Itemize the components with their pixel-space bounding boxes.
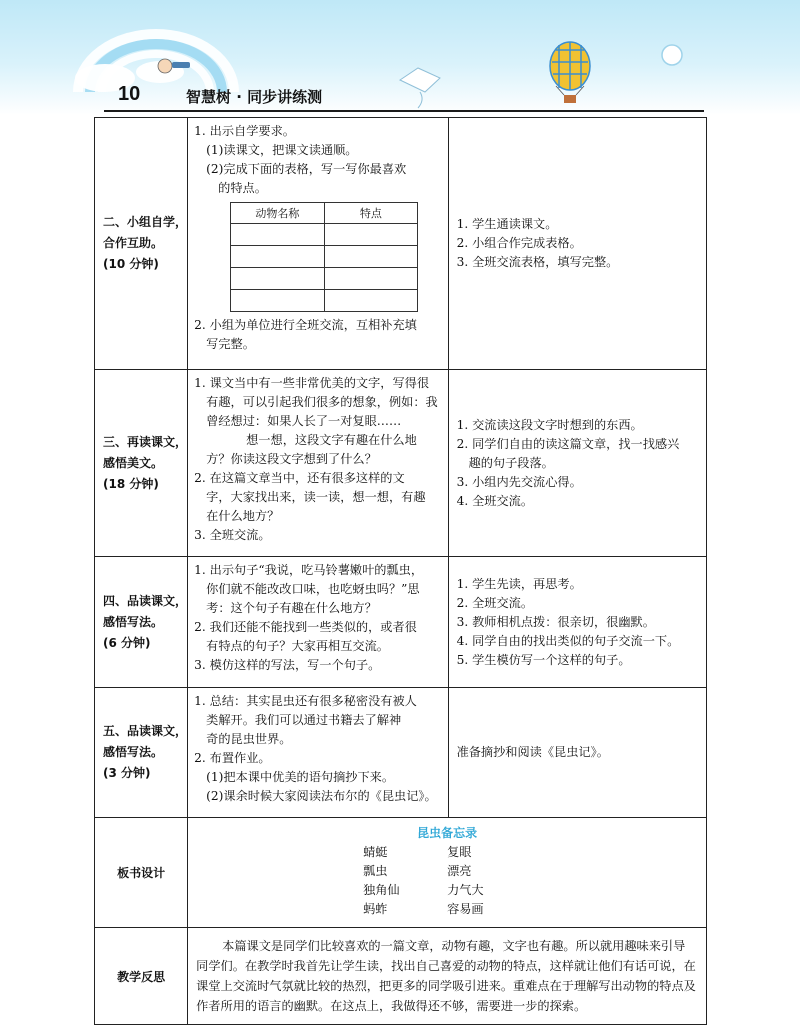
stage-title: 二、小组自学， <box>103 215 188 229</box>
stage-subtitle: 感悟美文。 <box>103 455 164 470</box>
activity-line: 准备摘抄和阅读《昆虫记》。 <box>456 745 609 759</box>
board-feature: 力气大 <box>447 883 484 897</box>
stage-subtitle: 感悟写法。 <box>103 745 164 759</box>
kite-icon <box>400 68 440 108</box>
activity-line: 5. 学生模仿写一个这样的句子。 <box>456 652 631 667</box>
process-line: 3. 模仿这样的写法，写一个句子。 <box>194 658 381 672</box>
process-line: 奇的昆虫世界。 <box>206 732 292 746</box>
activity-line: 1. 学生先读，再思考。 <box>456 576 582 591</box>
board-title: 昆虫备忘录 <box>417 826 478 840</box>
section-row <box>95 118 707 370</box>
process-line: 2. 我们还能不能找到一些类似的，或者很 <box>194 620 417 634</box>
board-feature: 漂亮 <box>447 864 472 878</box>
teaching-process-cell <box>188 370 448 557</box>
animal-feature-table <box>230 202 418 312</box>
activity-line: 3. 全班交流表格，填写完整。 <box>456 255 619 269</box>
process-line: 3. 全班交流。 <box>194 528 271 542</box>
board-grid <box>363 843 531 919</box>
stage-cell <box>95 557 188 688</box>
student-activity-cell <box>448 688 706 818</box>
board-feature: 容易画 <box>447 902 484 916</box>
table-header-animal-name: 动物名称 <box>231 203 325 224</box>
board-insect: 独角仙 <box>363 883 400 897</box>
process-line: 1. 出示自学要求。 <box>194 124 295 138</box>
activity-line: 1. 学生通读课文。 <box>456 217 558 231</box>
stage-duration: (18 分钟) <box>103 476 159 491</box>
activity-line: 趣的句子段落。 <box>468 455 554 470</box>
process-line: 类解开。我们可以通过书籍去了解神 <box>206 713 402 727</box>
process-line: 2. 在这篇文章当中，还有很多这样的文 <box>194 471 405 485</box>
process-line: 有趣，可以引起我们很多的想象，例如：我 <box>206 395 438 409</box>
activity-line: 2. 全班交流。 <box>456 595 534 610</box>
process-line: 1. 课文当中有一些非常优美的文字，写得很 <box>194 376 430 390</box>
book-title: 智慧树 · 同步讲练测 <box>186 88 323 106</box>
reflection-text: 本篇课文是同学们比较喜欢的一篇文章，动物有趣，文字也有趣。所以就用趣味来引导同学们。在教学时我首先让学生读，找出自己喜爱的动物的特点，这样就让他们有话可说，在课堂上交流时气氛就比较的热烈，把更多的同学吸引进来。重难点在于理解写出动物的特点及作者所用的语言的幽默。在这点上，我做得还不够，需要进一步的探索。 <box>188 928 707 1025</box>
board-feature: 复眼 <box>447 845 472 859</box>
activity-line: 2. 同学们自由的读这篇文章，找一找感兴 <box>456 436 680 451</box>
student-activity-cell <box>448 557 706 688</box>
process-line: 考：这个句子有趣在什么地方？ <box>206 601 377 615</box>
teaching-process-cell <box>188 688 448 818</box>
activity-line: 3. 教师相机点拨：很亲切，很幽默。 <box>456 614 655 629</box>
activity-line: 1. 交流读这段文字时想到的东西。 <box>456 417 643 432</box>
lesson-plan-table <box>94 117 707 1025</box>
section-row <box>95 557 707 688</box>
stage-duration: (6 分钟) <box>103 635 151 650</box>
process-line: 2. 小组为单位进行全班交流，互相补充填 <box>194 318 417 332</box>
board-insect: 瓢虫 <box>363 864 388 878</box>
stage-subtitle: 感悟写法。 <box>103 614 164 629</box>
reflection-label: 教学反思 <box>95 928 188 1025</box>
hot-air-balloon-icon <box>550 42 590 103</box>
process-line: 有特点的句子？大家再相互交流。 <box>206 639 389 653</box>
activity-line: 4. 全班交流。 <box>456 493 534 508</box>
stage-title: 三、再读课文， <box>103 434 188 449</box>
stage-duration: (3 分钟) <box>103 766 151 780</box>
board-design-row <box>95 818 707 928</box>
stage-duration: (10 分钟) <box>103 257 159 271</box>
stage-cell <box>95 370 188 557</box>
process-line: (1)读课文，把课文读通顺。 <box>206 143 358 157</box>
process-line: (2)课余时候大家阅读法布尔的《昆虫记》。 <box>206 789 437 803</box>
stage-cell <box>95 118 188 370</box>
process-line: 在什么地方？ <box>206 509 280 523</box>
table-cell-empty[interactable] <box>231 290 325 312</box>
stage-title: 五、品读课文， <box>103 724 188 738</box>
page-header <box>0 0 800 115</box>
section-row <box>95 688 707 818</box>
process-line: 方？你读这段文字想到了什么？ <box>206 452 377 466</box>
teaching-process-cell <box>188 557 448 688</box>
process-line: 你们就不能改改口味，也吃蚜虫吗？”思 <box>206 582 420 596</box>
table-cell-empty[interactable] <box>231 246 325 268</box>
table-cell-empty[interactable] <box>231 224 325 246</box>
process-line: 1. 总结：其实昆虫还有很多秘密没有被人 <box>194 694 417 708</box>
table-cell-empty[interactable] <box>324 224 418 246</box>
board-design-cell <box>188 818 707 928</box>
rainbow-icon <box>75 34 234 92</box>
process-line: 1. 出示句子“我说，吃马铃薯嫩叶的瓢虫， <box>194 563 424 577</box>
process-line: 2. 布置作业。 <box>194 751 271 765</box>
sun-icon <box>662 45 682 65</box>
process-line: (2)完成下面的表格，写一写你最喜欢 <box>206 162 407 176</box>
board-design-label: 板书设计 <box>95 818 188 928</box>
process-line: 写完整。 <box>206 337 255 351</box>
student-activity-cell <box>448 370 706 557</box>
page-number: 10 <box>118 83 141 105</box>
board-insect: 蜻蜓 <box>363 845 388 859</box>
process-line: 想一想，这段文字有趣在什么地 <box>246 433 417 447</box>
activity-line: 2. 小组合作完成表格。 <box>456 236 582 250</box>
table-cell-empty[interactable] <box>231 268 325 290</box>
table-header-feature: 特点 <box>324 203 418 224</box>
process-line: 字，大家找出来，读一读，想一想，有趣 <box>206 490 426 504</box>
teaching-process-cell <box>188 118 448 370</box>
table-cell-empty[interactable] <box>324 290 418 312</box>
table-cell-empty[interactable] <box>324 246 418 268</box>
reflection-row <box>95 928 707 1025</box>
process-line: 曾经想过：如果人长了一对复眼…… <box>206 414 402 428</box>
section-row <box>95 370 707 557</box>
activity-line: 3. 小组内先交流心得。 <box>456 474 582 489</box>
process-line: 的特点。 <box>218 181 267 195</box>
activity-line: 4. 同学自由的找出类似的句子交流一下。 <box>456 633 680 648</box>
process-line: (1)把本课中优美的语句摘抄下来。 <box>206 770 395 784</box>
stage-subtitle: 合作互助。 <box>103 236 164 250</box>
stage-title: 四、品读课文， <box>103 593 188 608</box>
board-insect: 蚂蚱 <box>363 902 388 916</box>
student-activity-cell <box>448 118 706 370</box>
header-divider <box>104 110 704 112</box>
table-cell-empty[interactable] <box>324 268 418 290</box>
stage-cell <box>95 688 188 818</box>
